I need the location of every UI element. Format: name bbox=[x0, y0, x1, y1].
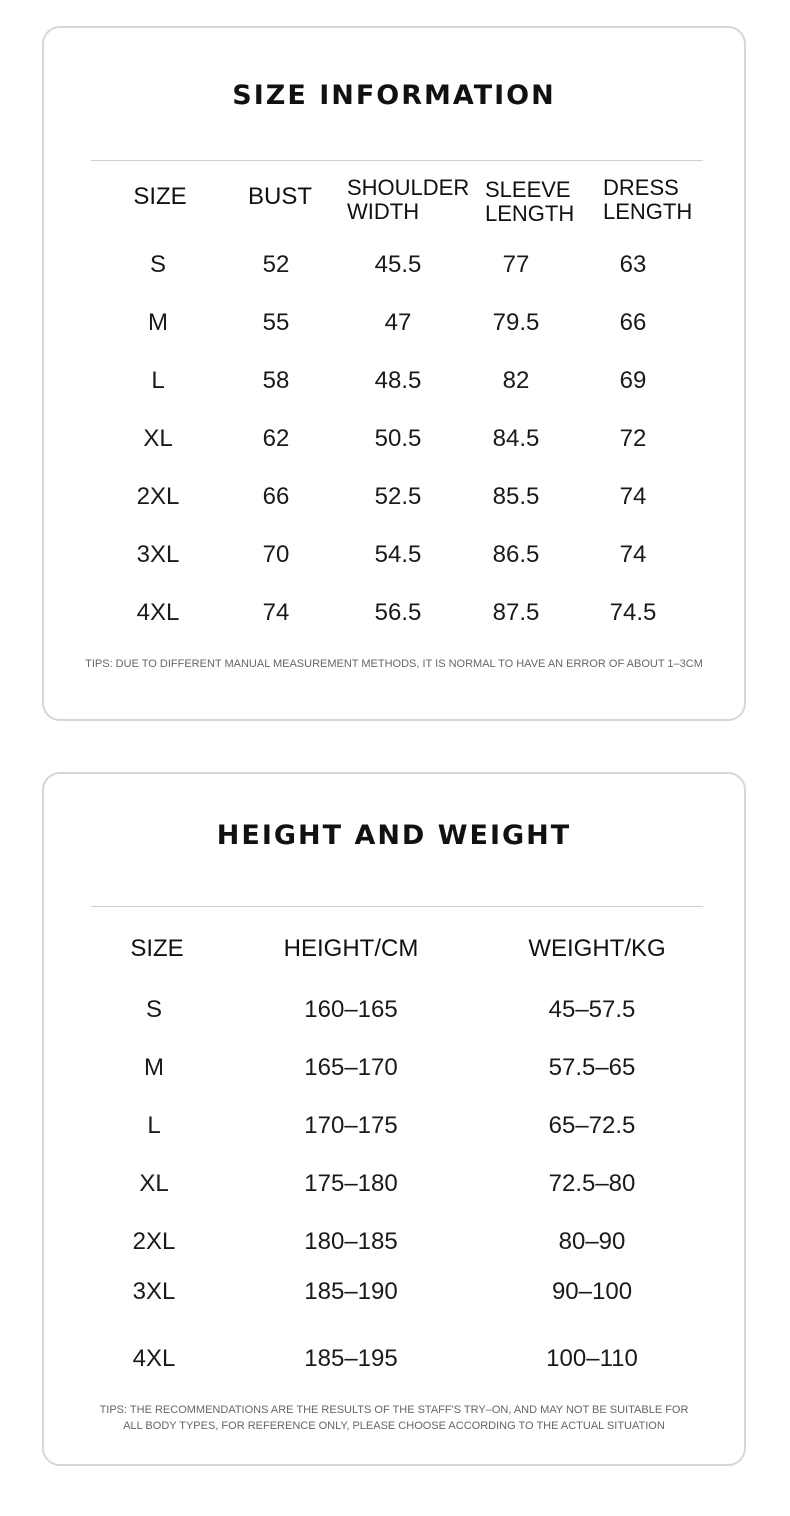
table-cell: 50.5 bbox=[374, 425, 422, 452]
table-cell: 2XL bbox=[132, 1228, 176, 1255]
table-cell: 84.5 bbox=[492, 425, 540, 452]
table-cell: 180–185 bbox=[304, 1228, 398, 1255]
table-cell: 47 bbox=[384, 309, 412, 336]
table-cell: 54.5 bbox=[374, 541, 422, 568]
table-cell: 45–57.5 bbox=[548, 996, 636, 1023]
height-weight-title: HEIGHT AND WEIGHT bbox=[216, 820, 572, 851]
table-cell: 82 bbox=[502, 367, 530, 394]
table-cell: 3XL bbox=[132, 1278, 176, 1305]
header-sleeve-length: SLEEVE LENGTH bbox=[485, 177, 575, 226]
height-weight-card bbox=[42, 772, 746, 1466]
table-cell: 79.5 bbox=[492, 309, 540, 336]
table-cell: 100–110 bbox=[546, 1345, 638, 1372]
table-cell: 52.5 bbox=[374, 483, 422, 510]
header-height: HEIGHT/CM bbox=[283, 935, 419, 962]
title-divider bbox=[91, 160, 703, 161]
table-cell: 62 bbox=[262, 425, 290, 452]
table-cell: 72.5–80 bbox=[548, 1170, 636, 1197]
table-cell: 74 bbox=[619, 541, 647, 568]
table-cell: 90–100 bbox=[551, 1278, 633, 1305]
table-cell: 57.5–65 bbox=[548, 1054, 636, 1081]
table-cell: 86.5 bbox=[492, 541, 540, 568]
table-cell: 77 bbox=[502, 251, 530, 278]
table-cell: 165–170 bbox=[304, 1054, 398, 1081]
table-cell: 72 bbox=[619, 425, 647, 452]
size-tips: TIPS: DUE TO DIFFERENT MANUAL MEASUREMENT METHODS, IT IS NORMAL TO HAVE AN ERROR OF ABOUT 1–3CM bbox=[85, 658, 703, 670]
table-cell: L bbox=[151, 367, 165, 394]
table-cell: 69 bbox=[619, 367, 647, 394]
table-cell: 4XL bbox=[132, 1345, 176, 1372]
table-cell: 66 bbox=[619, 309, 647, 336]
table-cell: 85.5 bbox=[492, 483, 540, 510]
table-cell: 55 bbox=[262, 309, 290, 336]
table-cell: 70 bbox=[262, 541, 290, 568]
size-information-title: SIZE INFORMATION bbox=[232, 80, 556, 111]
table-cell: 65–72.5 bbox=[548, 1112, 636, 1139]
table-cell: 74 bbox=[262, 599, 290, 626]
table-cell: 80–90 bbox=[558, 1228, 626, 1255]
table-cell: 48.5 bbox=[374, 367, 422, 394]
table-cell: 3XL bbox=[136, 541, 180, 568]
table-cell: 56.5 bbox=[374, 599, 422, 626]
table-cell: 185–190 bbox=[304, 1278, 398, 1305]
table-cell: 74.5 bbox=[609, 599, 657, 626]
table-cell: 87.5 bbox=[492, 599, 540, 626]
header-size: SIZE bbox=[133, 183, 187, 210]
table-cell: 175–180 bbox=[304, 1170, 398, 1197]
table-cell: 63 bbox=[619, 251, 647, 278]
table-cell: M bbox=[148, 309, 168, 336]
header-size: SIZE bbox=[130, 935, 184, 962]
height-weight-tips: TIPS: THE RECOMMENDATIONS ARE THE RESULTS OF THE STAFF'S TRY–ON, AND MAY NOT BE SUITABLE FOR ALL BODY TYPES, FOR REFERENCE ONLY, PLEASE CHOOSE ACCORDING TO THE ACTUAL SITUATION bbox=[99, 1404, 689, 1432]
table-cell: S bbox=[149, 251, 167, 278]
table-cell: 58 bbox=[262, 367, 290, 394]
table-cell: 52 bbox=[262, 251, 290, 278]
header-bust: BUST bbox=[247, 183, 313, 210]
table-cell: L bbox=[147, 1112, 161, 1139]
table-cell: S bbox=[145, 996, 163, 1023]
table-cell: XL bbox=[139, 1170, 169, 1197]
table-cell: M bbox=[144, 1054, 164, 1081]
table-cell: 160–165 bbox=[304, 996, 398, 1023]
header-dress-length: DRESS LENGTH bbox=[603, 175, 693, 224]
table-cell: 45.5 bbox=[374, 251, 422, 278]
table-cell: XL bbox=[143, 425, 173, 452]
title-divider bbox=[91, 906, 703, 907]
table-cell: 170–175 bbox=[304, 1112, 398, 1139]
table-cell: 2XL bbox=[136, 483, 180, 510]
table-cell: 66 bbox=[262, 483, 290, 510]
table-cell: 185–195 bbox=[304, 1345, 398, 1372]
table-cell: 74 bbox=[619, 483, 647, 510]
size-information-card bbox=[42, 26, 746, 721]
header-weight: WEIGHT/KG bbox=[528, 935, 666, 962]
header-shoulder-width: SHOULDER WIDTH bbox=[347, 175, 470, 224]
table-cell: 4XL bbox=[136, 599, 180, 626]
